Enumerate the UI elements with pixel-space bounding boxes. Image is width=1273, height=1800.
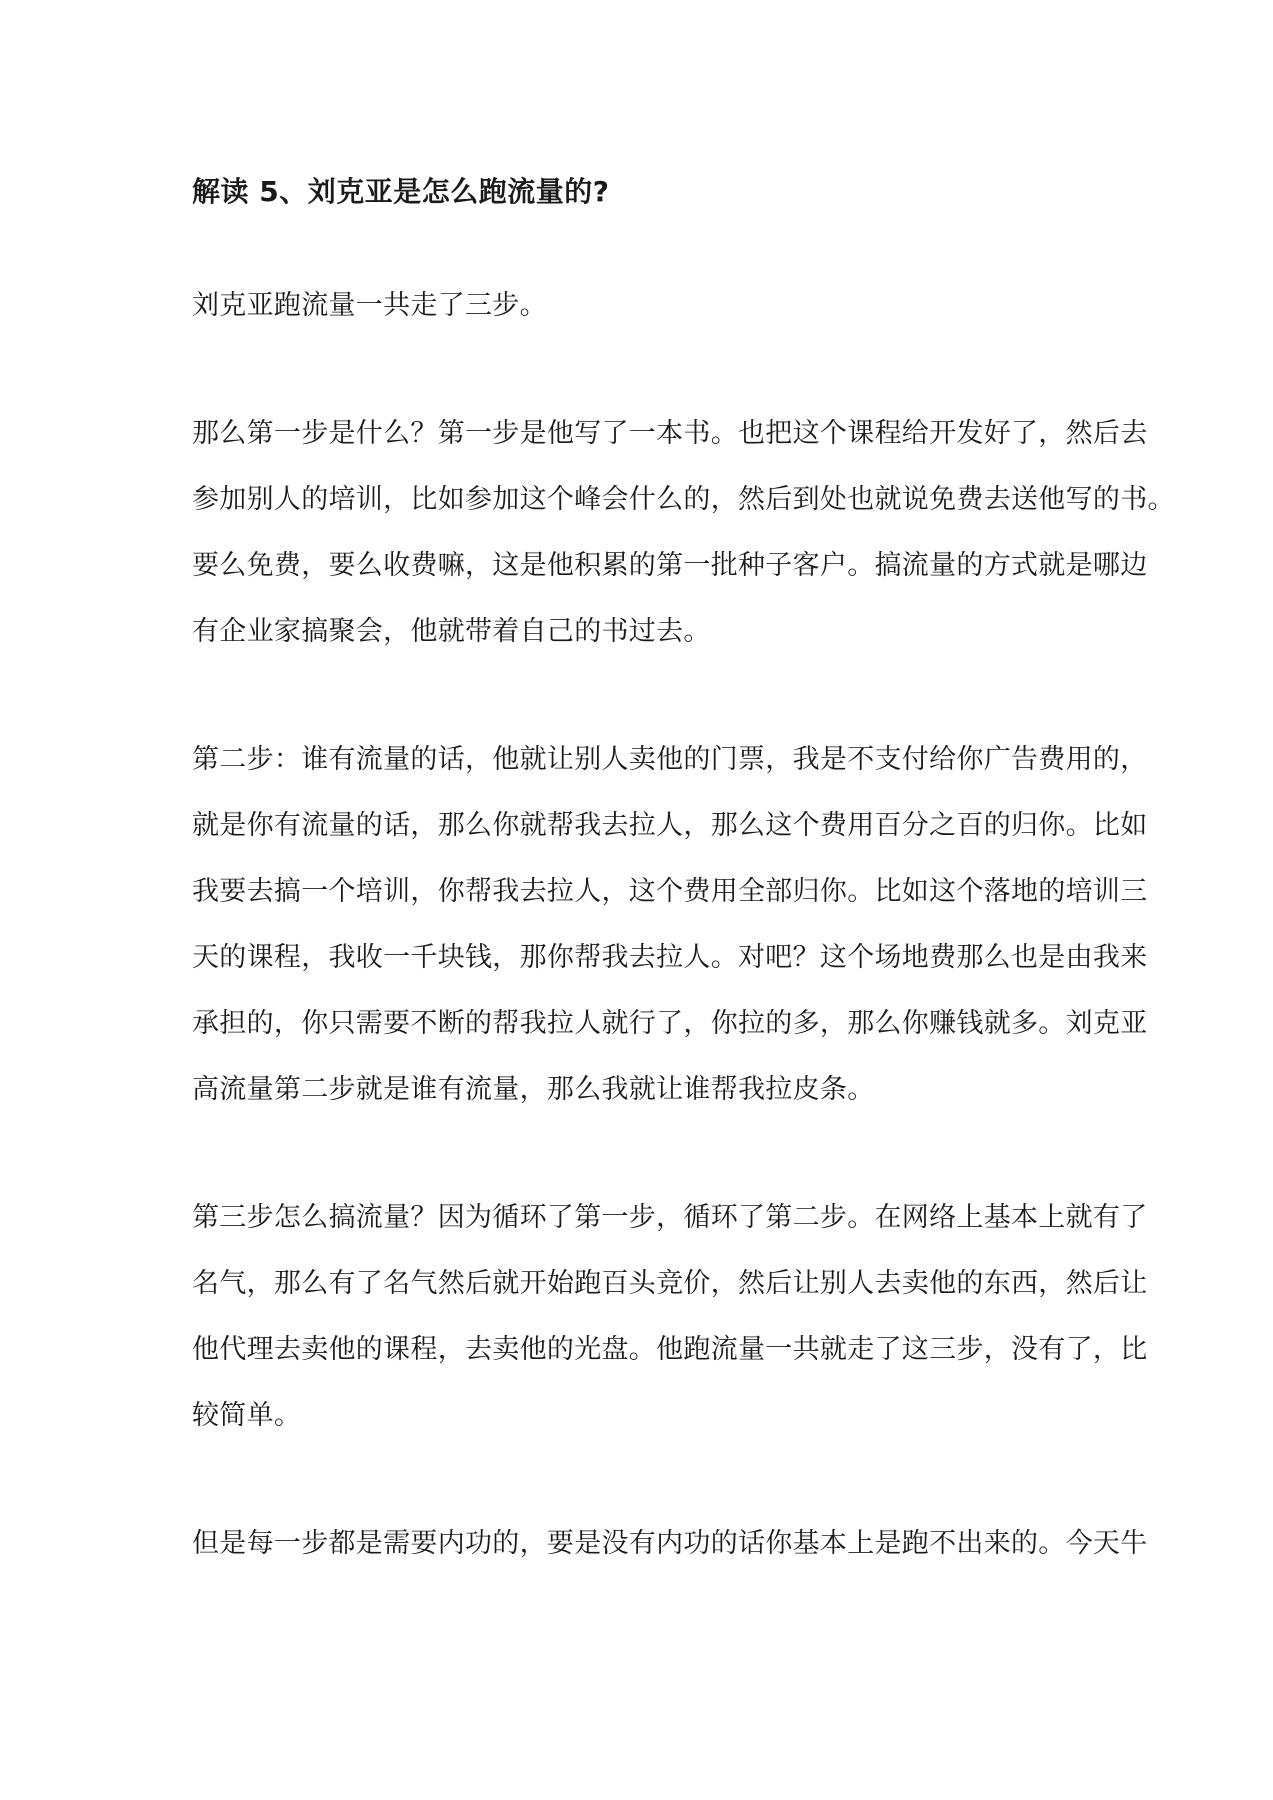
paragraph-line: 天的课程，我收一千块钱，那你帮我去拉人。对吧？这个场地费那么也是由我来 xyxy=(192,942,1148,973)
paragraph-line: 高流量第二步就是谁有流量，那么我就让谁帮我拉皮条。 xyxy=(192,1074,875,1105)
paragraph-2 xyxy=(192,414,1175,652)
paragraph-line: 第三步怎么搞流量？因为循环了第一步，循环了第二步。在网络上基本上就有了 xyxy=(192,1202,1148,1233)
document-body xyxy=(192,168,1175,1590)
paragraph-line: 但是每一步都是需要内功的，要是没有内功的话你基本上是跑不出来的。今天牛 xyxy=(192,1528,1148,1559)
section-heading: 解读 5、刘克亚是怎么跑流量的? xyxy=(192,175,610,208)
paragraph-4 xyxy=(192,1198,1148,1436)
paragraph-1 xyxy=(192,286,1092,326)
paragraph-line: 那么第一步是什么？第一步是他写了一本书。也把这个课程给开发好了，然后去 xyxy=(192,418,1148,449)
paragraph-line: 就是你有流量的话，那么你就帮我去拉人，那么这个费用百分之百的归你。比如 xyxy=(192,810,1148,841)
paragraph-spacer xyxy=(192,678,1092,740)
paragraph-line: 有企业家搞聚会，他就带着自己的书过去。 xyxy=(192,616,711,647)
paragraph-line: 要么免费，要么收费嘛，这是他积累的第一批种子客户。搞流量的方式就是哪边 xyxy=(192,550,1148,581)
paragraph-line: 较简单。 xyxy=(192,1400,302,1431)
paragraph-line: 他代理去卖他的课程，去卖他的光盘。他跑流量一共就走了这三步，没有了，比 xyxy=(192,1334,1148,1365)
paragraph-line: 承担的，你只需要不断的帮我拉人就行了，你拉的多，那么你赚钱就多。刘克亚 xyxy=(192,1008,1148,1039)
paragraph-3 xyxy=(192,740,1148,1110)
paragraph-line: 我要去搞一个培训，你帮我去拉人，这个费用全部归你。比如这个落地的培训三 xyxy=(192,876,1148,907)
paragraph-line: 刘克亚跑流量一共走了三步。 xyxy=(192,290,547,321)
paragraph-line: 第二步：谁有流量的话，他就让别人卖他的门票，我是不支付给你广告费用的， xyxy=(192,744,1148,775)
paragraph-spacer xyxy=(192,1136,1092,1198)
paragraph-line: 参加别人的培训，比如参加这个峰会什么的，然后到处也就说免费去送他写的书。 xyxy=(192,484,1175,515)
paragraph-5 xyxy=(192,1524,1148,1564)
paragraph-spacer xyxy=(192,352,1092,414)
paragraph-line: 名气，那么有了名气然后就开始跑百头竞价，然后让别人去卖他的东西，然后让 xyxy=(192,1268,1148,1299)
paragraph-spacer xyxy=(192,1462,1092,1524)
